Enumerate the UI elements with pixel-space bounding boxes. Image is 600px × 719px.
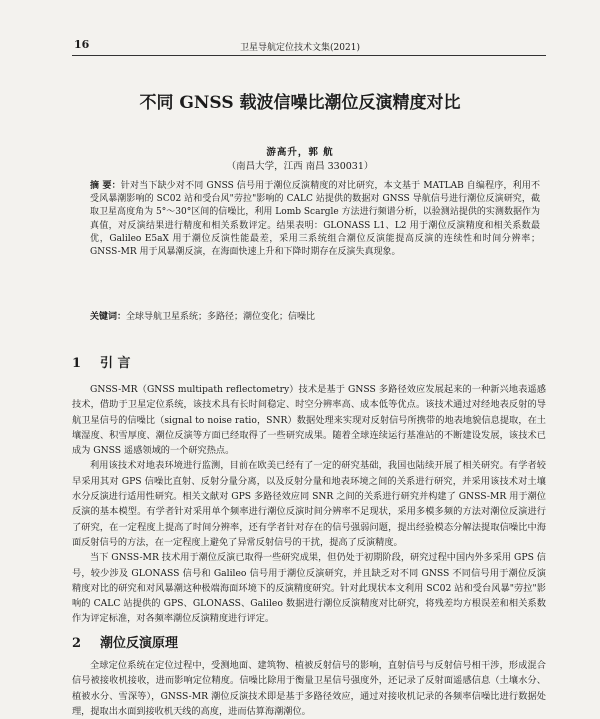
abstract-label: 摘 要：: [90, 181, 121, 191]
section-2-number: 2: [72, 636, 82, 651]
section-1-body: [72, 382, 546, 627]
running-header: 卫星导航定位技术文集(2021): [240, 43, 360, 53]
section-2-paragraph: 全球定位系统在定位过程中，受测地面、建筑物、植被反射信号的影响，直射信号与反射信号相干涉，形成混合信号被接收机接收，进而影响定位精度。信噪比除用于衡量卫星信号强度外，还记录了反射面遥感信息（土壤水分、植被水分、雪深等），GNSS-MR 潮位反演技术即是基于多路径效应，通过对接收机记录的各频率信噪比进行数据处理，提取出水面到接收机天线的高度，进而估算海潮潮位。: [72, 660, 546, 717]
section-2-heading: [72, 632, 178, 651]
section-2-title: 潮位反演原理: [100, 636, 179, 651]
page-number: 16: [74, 38, 90, 51]
section-1-paragraph: GNSS-MR（GNSS multipath reflectometry）技术是基于 GNSS 多路径效应发展起来的一种新兴地表遥感技术，借助于卫星定位系统，该技术具有长时间稳定、时空分辨率高、成本低等优点。该技术通过对经地表反射的导航卫星信号的信噪比（signal to noise ratio，SNR）数据处理来实现对反射信号所携带的地表地貌信息提取，在土壤湿度、积雪厚度、潮位反演等方面已经取得了一些研究成果。随着全球连续运行基准站的不断建设发展，该技术已成为 GNSS 遥感领域的一个研究热点。: [72, 384, 546, 457]
keywords-text: 全球导航卫星系统；多路径；潮位变化；信噪比: [126, 312, 316, 322]
affiliation: （南昌大学，江西 南昌 330031）: [226, 161, 374, 172]
paper-title: 不同 GNSS 载波信噪比潮位反演精度对比: [139, 93, 461, 113]
section-2-body: [72, 658, 546, 719]
abstract-text: 针对当下缺少对不同 GNSS 信号用于潮位反演精度的对比研究，本文基于 MATLAB 自编程序，利用不受风暴潮影响的 SC02 站和受台风"劳拉"影响的 CALC 站提供的数据对 GNSS 导航信号进行潮位反演研究，截取卫星高度角为 5°～30°区间的信噪比，利用 Lomb Scargle 方法进行频谱分析，以验测站提供的实测数据作为真值，对反演结果进行精度和相关系数评定。结果表明：GLONASS L1、L2 用于潮位反演精度和相关系数最优，Galileo E5aX 用于潮位反演性能最差，采用三系统组合潮位反演能提高反演的连续性和时间分辨率；GNSS-MR 用于风暴潮反演，在海面快速上升和下降时期存在反演失真现象。: [90, 181, 541, 258]
section-1-paragraph: 利用该技术对地表环境进行监测，目前在欧美已经有了一定的研究基础，我国也陆续开展了相关研究。有学者较早采用其对 GPS 信噪比直射、反射分量分离，以及反射分量和地表环境之间的关系进行研究，并采用该技术对土壤水分反演进行适用性研究。相关文献对 GPS 多路径效应同 SNR 之间的关系进行研究并构建了 GNSS-MR 用于潮位反演的基本模型。有学者针对采用单个频率进行潮位反演时间分辨率不足现状，采用多模多频的方法对潮位反演进行了研究，在一定程度上提高了时间分辨率，还有学者针对存在的信号强弱问题，提出经验模态分解法提取信噪比中海面反射信号的方法，在一定程度上避免了异常反射信号的干扰，提高了反演精度。: [72, 460, 546, 548]
section-1-heading: [72, 352, 131, 371]
keywords: [90, 311, 540, 324]
abstract: [90, 180, 540, 259]
authors: 游高升，郭 航: [266, 147, 334, 158]
header-rule: [72, 55, 546, 56]
keywords-label: 关键词：: [90, 312, 127, 322]
section-1-paragraph: 当下 GNSS-MR 技术用于潮位反演已取得一些研究成果，但仍处于初期阶段，研究过程中国内外多采用 GPS 信号，较少涉及 GLONASS 信号和 Galileo 信号用于潮位反演研究，并且缺乏对不同 GNSS 不同信号用于潮位反演精度对比的研究和对风暴潮这种极端海面环境下的反演精度研究。针对此现状本文利用 SC02 站和受台风暴"劳拉"影响的 CALC 站提供的 GPS、GLONASS、Galileo 数据进行潮位反演精度对比研究，将残差均方根误差和相关系数作为评定标准，对各频率潮位反演精度进行评定。: [72, 552, 546, 625]
section-1-number: 1: [72, 356, 82, 371]
section-1-title: 引 言: [100, 356, 131, 371]
